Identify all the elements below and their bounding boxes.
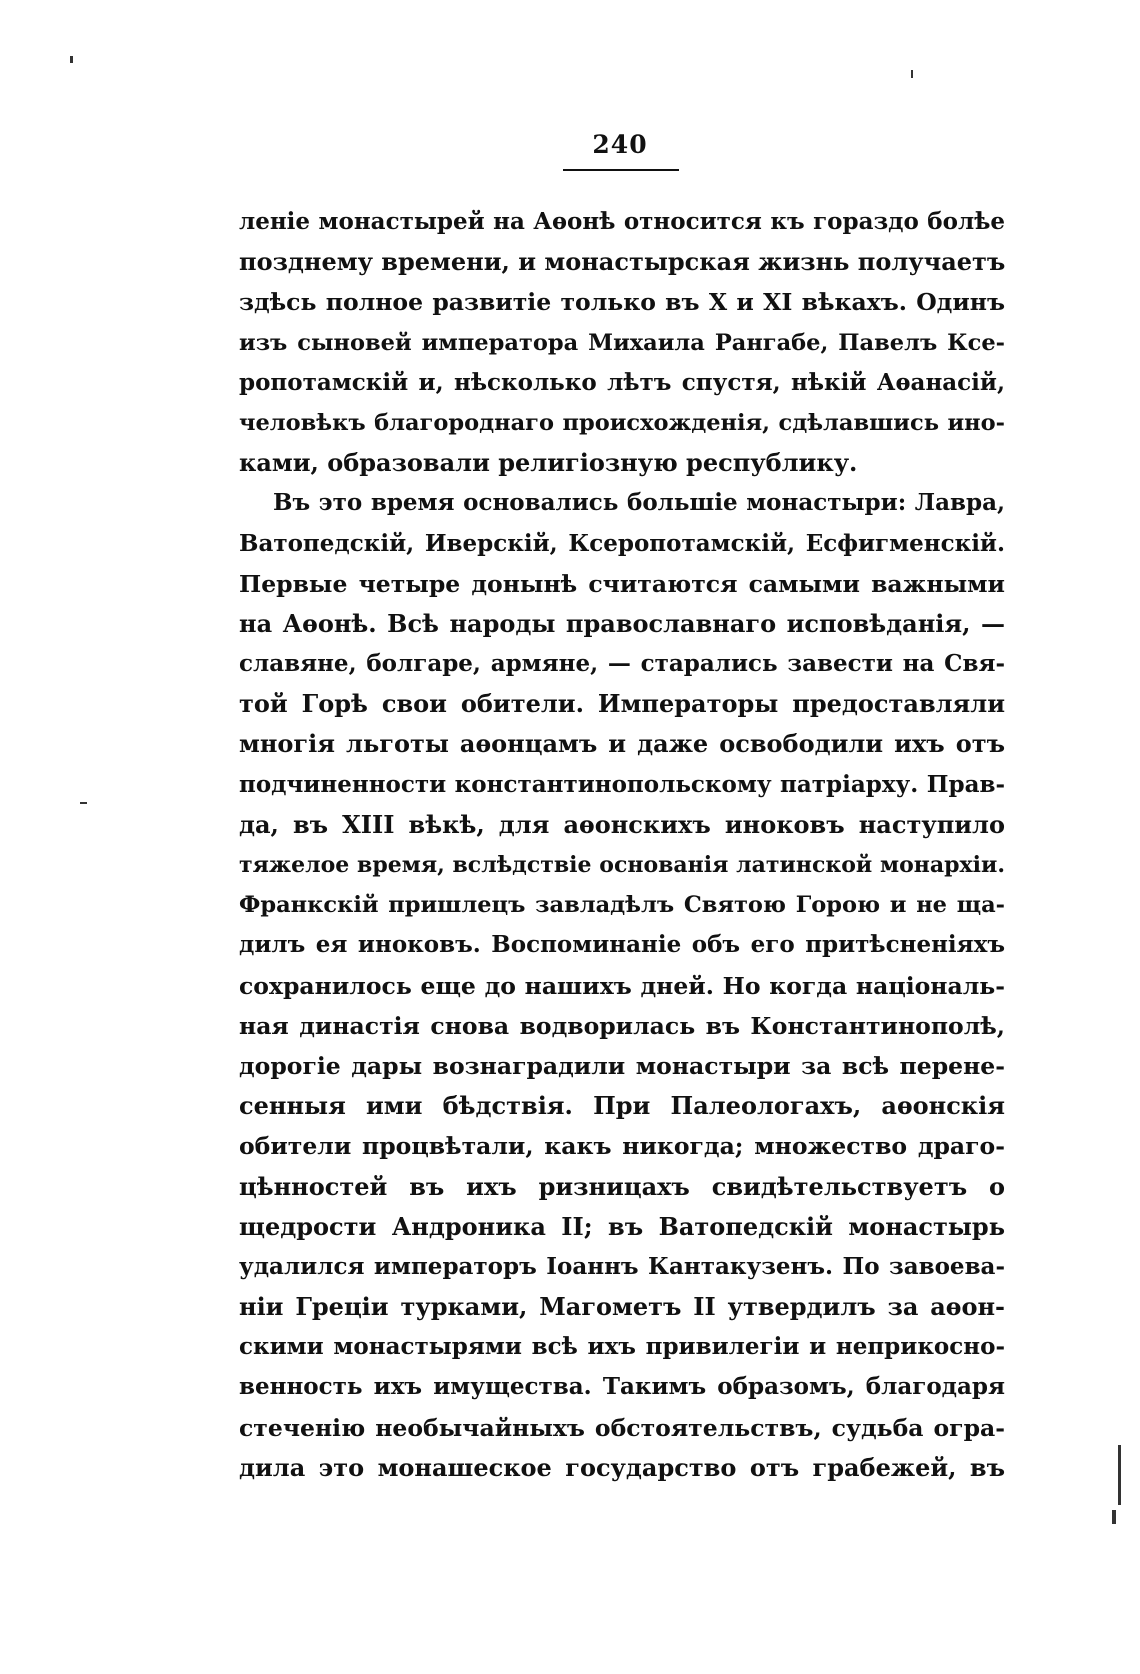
text-line: венность ихъ имущества. Такимъ образомъ, благодаря <box>239 1373 1005 1401</box>
body-text <box>239 202 1005 1488</box>
text-line: цѣнностей въ ихъ ризницахъ свидѣтельствуетъ о <box>239 1171 1005 1201</box>
scan-speck <box>1112 1510 1116 1524</box>
text-line: человѣкъ благороднаго происхожденія, сдѣлавшись ино- <box>239 409 1005 436</box>
text-line: на Аѳонѣ. Всѣ народы православнаго исповѣданія, — <box>239 608 1005 638</box>
text-line: Франкскій пришлецъ завладѣлъ Святою Горою и не ща- <box>239 892 1005 919</box>
page-number-rule <box>563 169 679 171</box>
text-line: сенныя ими бѣдствія. При Палеологахъ, аѳонскія <box>239 1091 1005 1121</box>
scan-speck <box>70 56 73 63</box>
text-line: Ватопедскій, Иверскій, Ксеропотамскій, Есфигменскій. <box>239 529 1005 557</box>
paragraph-2 <box>239 483 1005 1488</box>
text-line: обители процвѣтали, какъ никогда; множество драго- <box>239 1132 1005 1161</box>
text-line: скими монастырями всѣ ихъ привилегіи и неприкосно- <box>239 1333 1005 1361</box>
text-line: стеченію необычайныхъ обстоятельствъ, судьба огра- <box>239 1413 1005 1442</box>
text-line: дила это монашеское государство отъ грабежей, въ <box>239 1452 1005 1482</box>
page-number: 240 <box>592 130 648 159</box>
text-line: славяне, болгаре, армяне, — старались завести на Свя- <box>239 650 1005 678</box>
text-line: тяжелое время, вслѣдствіе основанія латинской монархіи. <box>239 852 1005 878</box>
text-line: позднему времени, и монастырская жизнь получаетъ <box>239 247 1005 277</box>
text-line: той Горѣ свои обители. Императоры предоставляли <box>239 689 1005 719</box>
text-line: удалился императоръ Іоаннъ Кантакузенъ. По завоева- <box>239 1252 1005 1280</box>
text-line: ніи Греціи турками, Магометъ II утвердилъ за аѳон- <box>239 1292 1005 1322</box>
text-line: дилъ ея иноковъ. Воспоминаніе объ его притѣсненіяхъ <box>239 931 1005 959</box>
scan-speck <box>911 70 913 78</box>
text-line: многія льготы аѳонцамъ и даже освободили ихъ отъ <box>239 729 1005 759</box>
text-line: ропотамскій и, нѣсколько лѣтъ спустя, нѣкій Аѳанасій, <box>239 368 1005 396</box>
text-line: щедрости Андроника II; въ Ватопедскій монастырь <box>239 1211 1005 1241</box>
text-line: леніе монастырей на Аѳонѣ относится къ гораздо болѣе <box>239 208 1005 235</box>
text-line: подчиненности константинопольскому патріарху. Прав- <box>239 770 1005 798</box>
text-line: Первые четыре донынѣ считаются самыми важными <box>239 569 1005 598</box>
text-line: да, въ XIII вѣкѣ, для аѳонскихъ иноковъ наступило <box>239 809 1005 839</box>
text-line: ная династія снова водворилась въ Константинополѣ, <box>239 1011 1005 1040</box>
scan-speck <box>80 802 87 804</box>
paragraph-1 <box>239 202 1005 483</box>
text-line: изъ сыновей императора Михаила Рангабе, Павелъ Ксе- <box>239 329 1005 356</box>
text-line: ками, образовали религіозную республику. <box>239 448 858 478</box>
text-line: дорогіе дары вознаградили монастыри за всѣ перене- <box>239 1051 1005 1080</box>
scan-speck <box>1118 1445 1121 1505</box>
text-line: Въ это время основались большіе монастыри: Лавра, <box>273 489 1005 517</box>
text-line: здѣсь полное развитіе только въ X и XI вѣкахъ. Одинъ <box>239 288 1005 317</box>
text-line: сохранилось еще до нашихъ дней. Но когда національ- <box>239 971 1005 1000</box>
